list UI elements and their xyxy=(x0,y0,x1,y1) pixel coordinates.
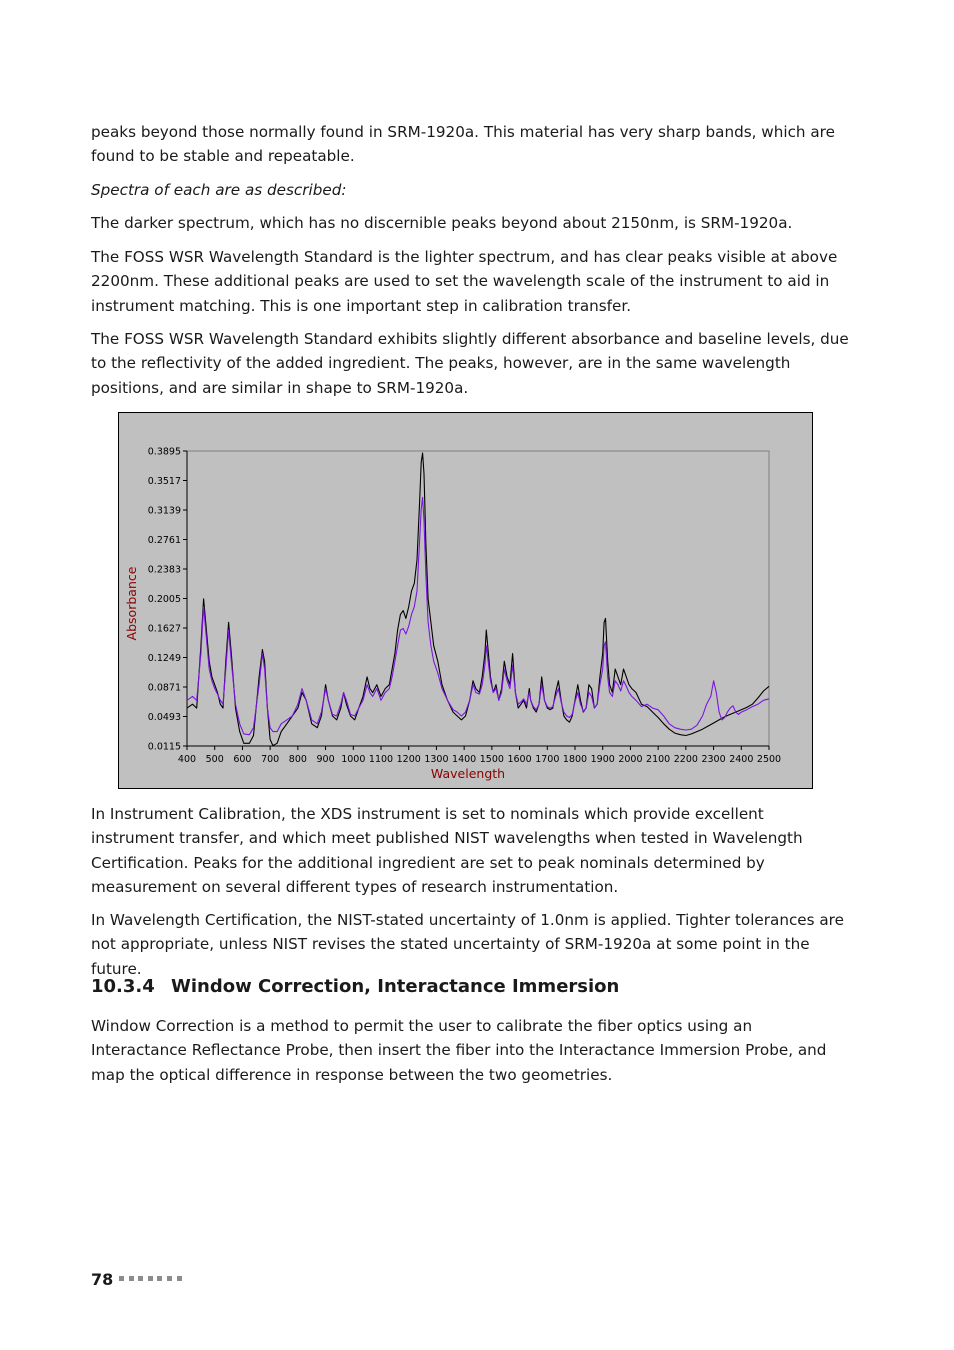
y-tick-label: 0.3139 xyxy=(147,505,181,517)
x-tick-label: 2200 xyxy=(673,754,698,765)
y-tick-label: 0.1249 xyxy=(147,653,181,664)
footer-dot xyxy=(129,1276,134,1281)
y-tick-label: 0.2761 xyxy=(147,535,181,546)
y-tick-label: 0.0115 xyxy=(147,741,181,753)
x-tick-label: 2400 xyxy=(729,754,754,765)
paragraph-wavelength-certification: In Wavelength Certification, the NIST-stated uncertainty of 1.0nm is applied. Tighter tolerances are not appropriate, unless NIST revises the stated uncertainty of SRM-1920a at some point in the future. xyxy=(91,911,844,978)
footer-dots xyxy=(119,1276,186,1295)
x-tick-label: 1000 xyxy=(341,754,366,765)
section-title: Window Correction, Interactance Immersion xyxy=(171,976,620,997)
x-tick-label: 1300 xyxy=(424,754,449,765)
paragraph-window-correction: Window Correction is a method to permit the user to calibrate the fiber optics using an Interactance Reflectance Probe, then insert the fiber into the Interactance Immersion Probe, and map the optical difference in response between the two geometries. xyxy=(91,1017,827,1084)
x-tick-label: 1100 xyxy=(368,754,394,765)
y-axis-label: Absorbance xyxy=(124,566,139,641)
footer-dot xyxy=(148,1276,153,1281)
x-tick-label: 800 xyxy=(288,754,307,765)
y-tick-label: 0.1627 xyxy=(147,623,181,635)
page-number: 78 xyxy=(91,1270,114,1289)
footer-dot xyxy=(157,1276,162,1281)
plot-area xyxy=(187,451,769,746)
x-tick-label: 1700 xyxy=(535,754,560,765)
spectrum-chart xyxy=(118,412,813,789)
paragraph-instrument-calibration: In Instrument Calibration, the XDS instrument is set to nominals which provide excellent instrument transfer, and which meet published NIST wavelengths when tested in Wavelength Certification. Peaks for the additional ingredient are set to peak nominals determined by measurement on several different types of research instrumentation. xyxy=(91,805,803,896)
y-tick-label: 0.3517 xyxy=(147,476,181,487)
x-tick-label: 1200 xyxy=(396,754,421,765)
x-tick-label: 1400 xyxy=(452,754,477,765)
x-tick-label: 900 xyxy=(316,754,335,765)
x-tick-label: 2100 xyxy=(646,754,671,765)
x-tick-label: 1500 xyxy=(479,754,504,765)
x-tick-label: 2000 xyxy=(618,754,643,765)
section-number: 10.3.4 xyxy=(91,976,155,997)
y-tick-label: 0.2383 xyxy=(147,564,181,576)
x-tick-label: 700 xyxy=(261,754,280,765)
spectrum-chart-svg xyxy=(119,413,812,788)
section-heading xyxy=(91,976,619,997)
x-tick-label: 400 xyxy=(177,754,197,765)
x-tick-label: 1900 xyxy=(590,754,615,765)
x-tick-label: 2300 xyxy=(701,754,726,765)
paragraph-foss-absorbance: The FOSS WSR Wavelength Standard exhibits slightly different absorbance and baseline levels, due to the reflectivity of the added ingredient. The peaks, however, are in the same wavelength positions, and are similar in shape to SRM-1920a. xyxy=(91,330,849,397)
paragraph-foss-standard: The FOSS WSR Wavelength Standard is the lighter spectrum, and has clear peaks visible at above 2200nm. These additional peaks are used to set the wavelength scale of the instrument to aid in instrument matching. This is one important step in calibration transfer. xyxy=(91,248,838,315)
y-tick-label: 0.0871 xyxy=(147,682,181,694)
x-axis-label: Wavelength xyxy=(430,766,506,781)
x-tick-label: 1800 xyxy=(562,754,588,765)
paragraph-darker-spectrum: The darker spectrum, which has no discernible peaks beyond about 2150nm, is SRM-1920a. xyxy=(91,214,793,232)
y-tick-label: 0.2005 xyxy=(147,594,181,605)
x-tick-label: 600 xyxy=(233,754,252,765)
paragraph-spectra-caption: Spectra of each are as described: xyxy=(91,181,347,199)
footer-dot xyxy=(167,1276,172,1281)
footer-dot xyxy=(138,1276,143,1281)
x-tick-label: 2500 xyxy=(756,754,782,765)
y-tick-label: 0.0493 xyxy=(147,712,181,723)
footer-dot xyxy=(177,1276,182,1281)
y-tick-label: 0.3895 xyxy=(147,446,181,458)
x-tick-label: 500 xyxy=(205,754,224,765)
x-tick-label: 1600 xyxy=(507,754,532,765)
footer-dot xyxy=(119,1276,124,1281)
paragraph-intro: peaks beyond those normally found in SRM-1920a. This material has very sharp bands, which are found to be stable and repeatable. xyxy=(91,123,835,166)
